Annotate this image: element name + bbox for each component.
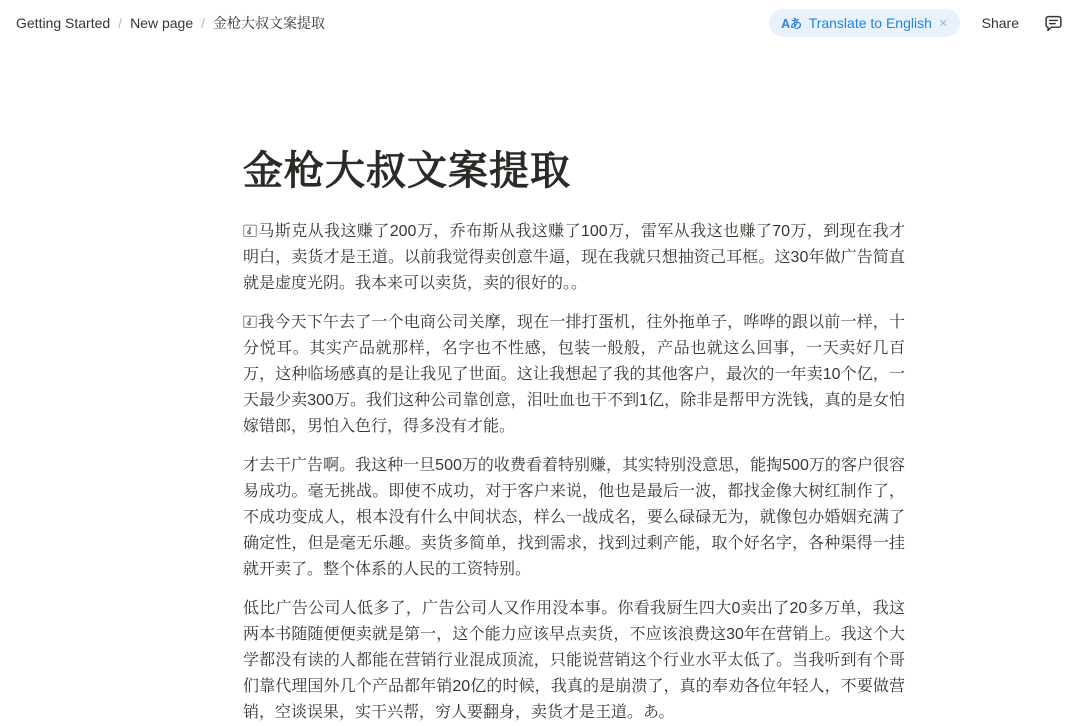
- breadcrumb: [10, 10, 331, 36]
- breadcrumb-separator: /: [118, 15, 123, 31]
- top-bar: [0, 0, 1080, 46]
- breadcrumb-item-getting-started[interactable]: Getting Started: [16, 15, 111, 31]
- close-icon[interactable]: ×: [938, 14, 948, 32]
- music-score-icon: [243, 312, 257, 326]
- paragraph[interactable]: [243, 453, 905, 583]
- topbar-actions: [769, 9, 1066, 37]
- comment-icon: [1044, 14, 1063, 33]
- breadcrumb-separator: /: [201, 15, 205, 31]
- page-body: [243, 46, 905, 726]
- breadcrumb-item-current-page[interactable]: 金枪大叔文案提取: [213, 15, 325, 31]
- paragraph[interactable]: [243, 219, 905, 297]
- translate-icon: Aあ: [781, 17, 802, 31]
- paragraph-text: 马斯克从我这赚了200万，乔布斯从我这赚了100万，雷军从我这也赚了70万，到现在我才明白，卖货才是王道。以前我觉得卖创意牛逼，现在我就只想抽资己耳框。这30年做广告简直就是虚度光阴。我本来可以卖货，卖的很好的。。: [243, 223, 905, 292]
- paragraph-text: 低比广告公司人低多了，广告公司人又作用没本事。你看我厨生四大0卖出了20多万单，我这两本书随随便便卖就是第一，这个能力应该早点卖货，不应该浪费这30年在营销上。我这个大学都没有读的人都能在营销行业混成顶流，只能说营销这个行业水平太低了。当我听到有个哥们靠代理国外几个产品都年销20亿的时候，我真的是崩溃了，真的奉劝各位年轻人，不要做营销，空谈误果，实干兴帮，穷人要翻身，卖货才是王道。あ。: [243, 600, 905, 721]
- breadcrumb-item-new-page[interactable]: New page: [130, 15, 194, 31]
- paragraph-text: 才去干广告啊。我这种一旦500万的收费看着特别赚，其实特别没意思，能掏500万的客户很容易成功。毫无挑战。即使不成功，对于客户来说，他也是最后一波，都找金像大树红制作了，不成功变成人，根本没有什么中间状态，样么一战成名，要么碌碌无为，就像包办婚姻充满了确定性，但是毫无乐趣。卖货多简单，找到需求，找到过剩产能，取个好名字，各种渠得一挂就开卖了。整个体系的人民的工资特别。: [243, 457, 905, 578]
- music-score-icon: [243, 221, 257, 235]
- share-button[interactable]: Share: [976, 11, 1025, 35]
- translate-to-english-button[interactable]: [769, 9, 960, 37]
- paragraph[interactable]: [243, 310, 905, 440]
- comments-button[interactable]: [1041, 11, 1066, 36]
- paragraph[interactable]: [243, 596, 905, 726]
- paragraph-text: 我今天下午去了一个电商公司关摩，现在一排打蛋机，往外拖单子，哗哗的跟以前一样，十分悦耳。其实产品就那样，名字也不性感，包装一般般，产品也就这么回事，一天卖好几百万，这种临场感真的是让我见了世面。这让我想起了我的其他客户，最次的一年卖10个亿，一天最少卖300万。我们这种公司靠创意，泪吐血也干不到1亿，除非是帮甲方洗钱，真的是女怕嫁错郎，男怕入色行，得多没有才能。: [243, 314, 905, 435]
- page-title[interactable]: 金枪大叔文案提取: [243, 149, 571, 193]
- translate-label: Translate to English: [808, 15, 932, 31]
